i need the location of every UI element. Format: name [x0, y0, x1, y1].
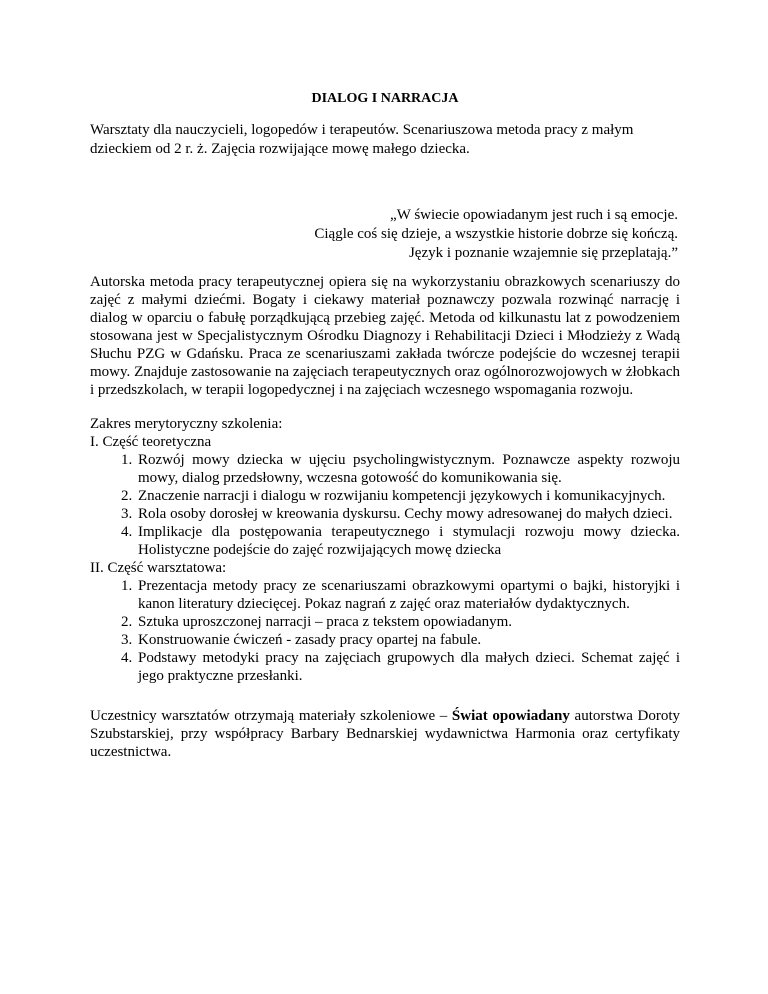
quote-line: „W świecie opowiadanym jest ruch i są emocje.	[390, 207, 678, 223]
epigraph-quote	[90, 206, 678, 263]
method-description: Autorska metoda pracy terapeutycznej opiera się na wykorzystaniu obrazkowych scenariuszy do zajęć z małymi dziećmi. Bogaty i ciekawy materiał poznawczy pozwala rozwinąć narrację i dialog w oparciu o fabułę porządkującą przebieg zajęć. Metoda od kilkunastu lat z powodzeniem stosowana jest w Specjalistycznym Ośrodku Diagnozy i Rehabilitacji Dzieci i Młodzieży z Wadą Słuchu PZG w Gdańsku. Praca ze scenariuszami zakłada twórcze podejście do wczesnej terapii mowy. Znajduje zastosowanie na zajęciach terapeutycznych oraz ogólnorozwojowych w żłobkach i przedszkolach, w terapii logopedycznej i na zajęciach wczesnego wspomagania rozwoju.	[90, 274, 680, 398]
list-item: 1. Rozwój mowy dziecka w ujęciu psycholingwistycznym. Poznawcze aspekty rozwoju mowy, dialog przedsłowny, wczesna gotowość do komunikowania się.	[136, 451, 680, 487]
list-item: 3. Rola osoby dorosłej w kreowania dyskursu. Cechy mowy adresowanej do małych dzieci.	[136, 505, 680, 523]
list-item: 3. Konstruowanie ćwiczeń - zasady pracy opartej na fabule.	[136, 631, 680, 649]
list-item: 2. Znaczenie narracji i dialogu w rozwijaniu kompetencji językowych i komunikacyjnych.	[136, 487, 680, 505]
quote-line: Język i poznanie wzajemnie się przeplatają.”	[408, 245, 678, 261]
part-workshop-heading: II. Część warsztatowa:	[90, 560, 227, 576]
list-item: 4. Podstawy metodyki pracy na zajęciach grupowych dla małych dzieci. Schemat zajęć i jego praktyczne przesłanki.	[136, 649, 680, 685]
training-scope	[90, 415, 680, 685]
theoretical-list	[90, 451, 680, 559]
book-title: Świat opowiadany	[451, 708, 570, 724]
intro-paragraph: Warsztaty dla nauczycieli, logopedów i terapeutów. Scenariuszowa metoda pracy z małym dzieckiem od 2 r. ż. Zajęcia rozwijające mowę małego dziecka.	[90, 122, 634, 157]
list-item: 4. Implikacje dla postępowania terapeutycznego i stymulacji rozwoju mowy dziecka. Holistyczne podejście do zajęć rozwijających mowę dziecka	[136, 523, 680, 559]
closing-paragraph	[90, 707, 680, 761]
list-item: 2. Sztuka uproszczonej narracji – praca z tekstem opowiadanym.	[136, 613, 680, 631]
part-theoretical-heading: I. Część teoretyczna	[90, 434, 212, 450]
workshop-list	[90, 577, 680, 685]
closing-text-end: autorstwa Doroty Szubstarskiej, przy współpracy Barbary Bednarskiej wydawnictwa Harmonia oraz certyfikaty uczestnictwa.	[90, 708, 681, 760]
list-item: 1. Prezentacja metody pracy ze scenariuszami obrazkowymi opartymi o bajki, historyjki i kanon literatury dziecięcej. Pokaz nagrań z zajęć oraz materiałów dydaktycznych.	[136, 577, 680, 613]
quote-line: Ciągle coś się dzieje, a wszystkie historie dobrze się kończą.	[314, 226, 678, 242]
closing-text-start: Uczestnicy warsztatów otrzymają materiały szkoleniowe –	[90, 708, 452, 724]
scope-heading: Zakres merytoryczny szkolenia:	[90, 416, 283, 432]
document-title: DIALOG I NARRACJA	[311, 91, 459, 106]
